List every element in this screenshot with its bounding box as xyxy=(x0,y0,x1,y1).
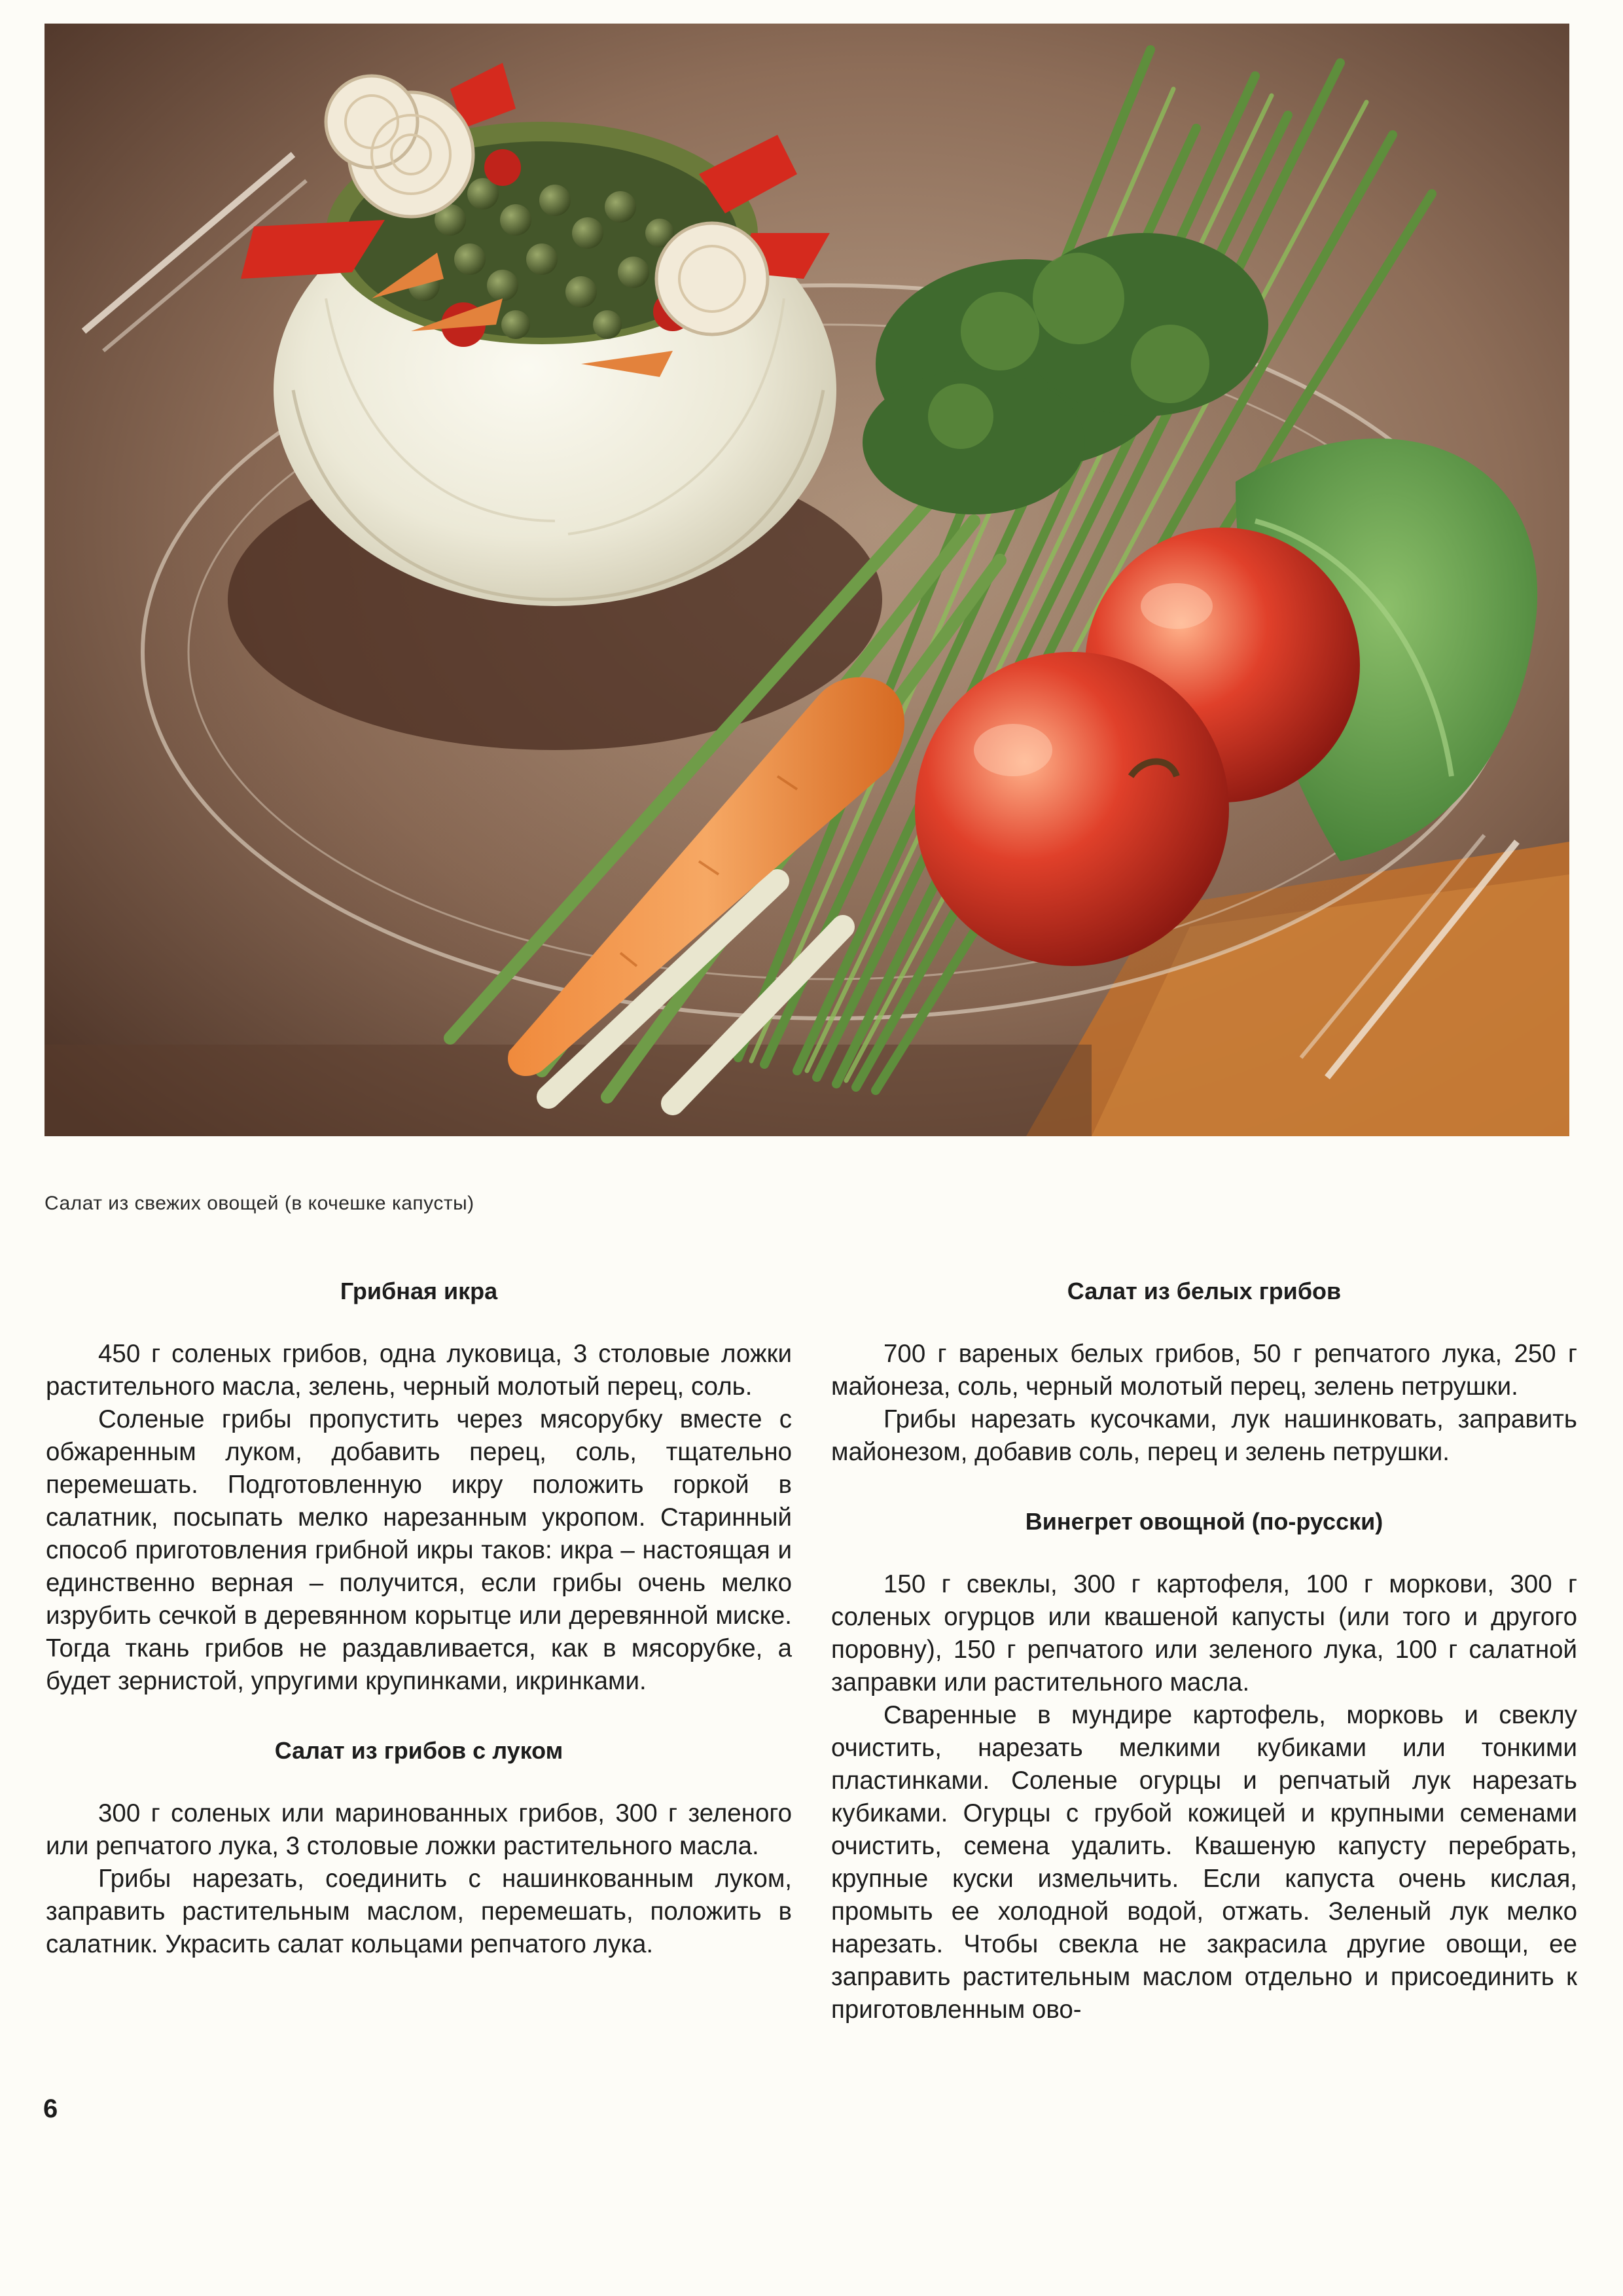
recipe-method: Грибы нарезать, соединить с нашинкованным луком, заправить растительным маслом, перемешать, положить в салатник. Украсить салат кольцами репчатого лука. xyxy=(46,1865,792,1958)
recipe-title: Салат из белых грибов xyxy=(1067,1278,1342,1304)
recipe-method: Сваренные в мундире картофель, морковь и свеклу очистить, нарезать мелкими кубиками или тонкими пластинками. Соленые огурцы и репчатый лук нарезать кубиками. Огурцы с грубой кожицей и крупными семенами очистить, семена удалить. Квашеную капусту перебрать, крупные куски измельчить. Если капуста очень кислая, промыть ее холодной водой, отжать. Зеленый лук мелко нарезать. Чтобы свекла не закрасила другие овощи, ее заправить растительным маслом отдельно и присоединить к приготовленным ово- xyxy=(831,1701,1577,2024)
recipe-method: Грибы нарезать кусочками, лук нашинковать, заправить майонезом, добавив соль, перец и зелень петрушки. xyxy=(831,1405,1577,1466)
salad-photo xyxy=(45,24,1569,1136)
recipe-title: Салат из грибов с луком xyxy=(274,1737,563,1764)
recipe-title: Винегрет овощной (по-русски) xyxy=(1025,1508,1383,1535)
recipe-ingredients: 450 г соленых грибов, одна луковица, 3 столовые ложки растительного масла, зелень, черный молотый перец, соль. xyxy=(46,1340,792,1401)
recipe-title: Грибная икра xyxy=(340,1278,498,1304)
right-column xyxy=(831,1275,1577,2063)
salad-illustration xyxy=(45,24,1569,1136)
left-column xyxy=(46,1275,792,1998)
recipe-vinaigrette xyxy=(831,1505,1577,2026)
recipe-method: Соленые грибы пропустить через мясорубку вместе с обжаренным луком, добавить перец, соль, тщательно перемешать. Подготовленную икру положить горкой в салатник, посыпать мелко нарезанным укропом. Старинный способ приготовления грибной икры таков: икра – настоящая и единственно верная – получится, если грибы очень мелко изрубить сечкой в деревянном корытце или деревянной миске. Тогда ткань грибов не раздавливается, как в мясорубке, а будет зернистой, упругими крупинками, икринками. xyxy=(46,1405,792,1695)
recipe-ingredients: 150 г свеклы, 300 г картофеля, 100 г моркови, 300 г соленых огурцов или квашеной капусты (или того и другого поровну), 150 г репчатого или зеленого лука, 100 г салатной заправки или растительного масла. xyxy=(831,1570,1577,1696)
recipe-ingredients: 300 г соленых или маринованных грибов, 300 г зеленого или репчатого лука, 3 столовые ложки растительного масла. xyxy=(46,1799,792,1860)
recipe-porcini-salad xyxy=(831,1275,1577,1469)
recipe-mushroom-caviar xyxy=(46,1275,792,1698)
page-number: 6 xyxy=(43,2094,58,2123)
recipe-mushroom-onion-salad xyxy=(46,1734,792,1961)
recipe-ingredients: 700 г вареных белых грибов, 50 г репчатого лука, 250 г майонеза, соль, черный молотый перец, зелень петрушки. xyxy=(831,1340,1577,1401)
photo-caption: Салат из свежих овощей (в кочешке капусты) xyxy=(45,1193,474,1214)
